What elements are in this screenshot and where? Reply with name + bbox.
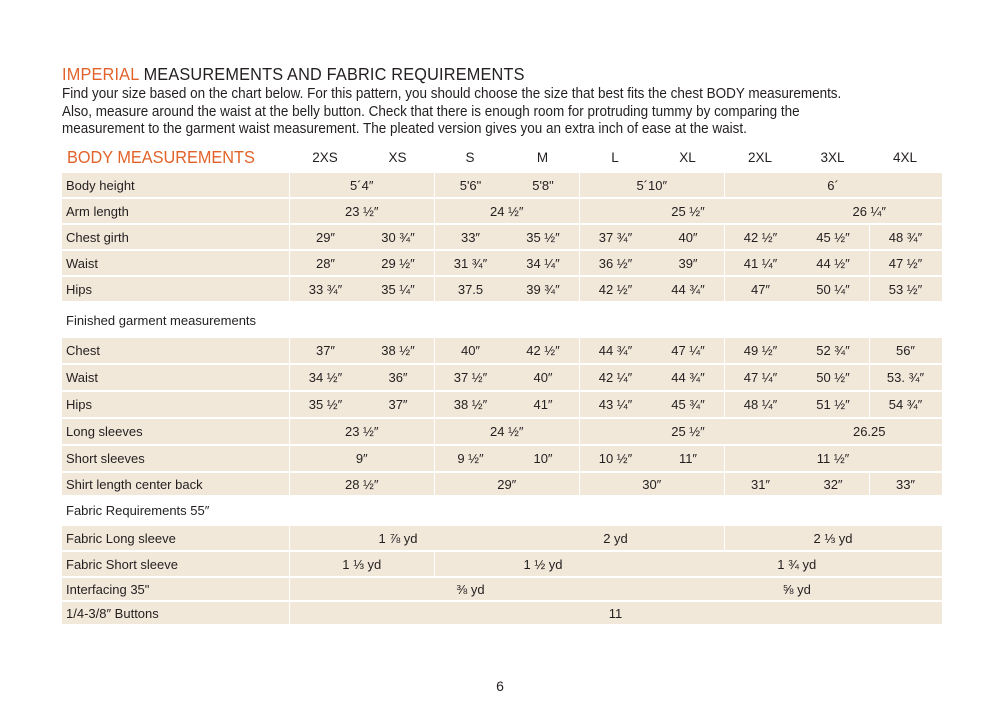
table-cell: 40″ xyxy=(435,338,507,363)
table-cell: 47″ xyxy=(725,277,797,301)
size-header: S xyxy=(465,150,475,165)
row-label: Waist xyxy=(62,365,289,390)
size-header: 2XS xyxy=(312,150,338,165)
table-cell: 44 ½″ xyxy=(797,251,869,275)
table-cell: 5'6" xyxy=(435,173,507,197)
table-cell: 51 ½″ xyxy=(797,392,869,417)
table-row xyxy=(62,526,937,550)
table-row xyxy=(62,552,937,576)
size-header: M xyxy=(536,150,549,165)
table-cell: 33″ xyxy=(870,473,942,495)
table-cell: ⅜ yd xyxy=(290,578,652,600)
table-row xyxy=(62,473,937,495)
table-cell: 38 ½″ xyxy=(435,392,507,417)
table-cell: 5´10″ xyxy=(580,173,725,197)
table-cell: 43 ¼″ xyxy=(580,392,652,417)
page-title xyxy=(62,64,525,85)
table-cell: 5'8" xyxy=(507,173,579,197)
table-cell: 45 ¾″ xyxy=(652,392,724,417)
table-cell: 44 ¾″ xyxy=(652,277,724,301)
table-cell: 9 ½″ xyxy=(435,446,507,471)
row-label: Interfacing 35" xyxy=(62,578,289,600)
table-cell: 30″ xyxy=(580,473,725,495)
intro-line: Also, measure around the waist at the belly button. Check that there is enough room for protruding tummy by comparing the xyxy=(62,103,800,120)
row-label: Body height xyxy=(62,173,289,197)
table-cell: 50 ½″ xyxy=(797,365,869,390)
row-label: Chest xyxy=(62,338,289,363)
intro-line: measurement to the garment waist measurement. The pleated version gives you an extra inch of ease at the waist. xyxy=(62,121,747,137)
table-row xyxy=(62,199,937,223)
table-cell: 40″ xyxy=(507,365,579,390)
table-cell: 37.5 xyxy=(435,277,507,301)
table-cell: 11 xyxy=(290,602,942,624)
row-label: Long sleeves xyxy=(62,419,289,444)
table-cell: 10″ xyxy=(507,446,579,471)
row-label: Arm length xyxy=(62,199,289,223)
table-cell: 37 ½″ xyxy=(435,365,507,390)
title-rest: MEASUREMENTS AND FABRIC REQUIREMENTS xyxy=(138,64,525,84)
table-cell: 41″ xyxy=(507,392,579,417)
table-cell: 29 ½″ xyxy=(362,251,434,275)
row-label: Shirt length center back xyxy=(62,473,289,495)
table-cell: 24 ½″ xyxy=(435,419,580,444)
row-label: 1/4-3/8″ Buttons xyxy=(62,602,289,624)
table-cell: 36″ xyxy=(362,365,434,390)
table-row xyxy=(62,602,937,624)
table-cell: 28 ½″ xyxy=(290,473,435,495)
table-cell: 30 ¾″ xyxy=(362,225,434,249)
table-cell: 32″ xyxy=(797,473,869,495)
table-header xyxy=(62,145,937,171)
size-header: 3XL xyxy=(820,150,845,165)
table-cell: 39″ xyxy=(652,251,724,275)
table-cell: 36 ½″ xyxy=(580,251,652,275)
table-cell: 47 ½″ xyxy=(870,251,942,275)
table-cell: 37 ¾″ xyxy=(580,225,652,249)
table-cell: 47 ¼″ xyxy=(652,338,724,363)
table-cell: 52 ¾″ xyxy=(797,338,869,363)
table-cell: 11 ½″ xyxy=(725,446,942,471)
table-cell: 35 ½″ xyxy=(507,225,579,249)
size-header: 4XL xyxy=(892,150,918,165)
table-cell: 48 ¼″ xyxy=(725,392,797,417)
row-label: Short sleeves xyxy=(62,446,289,471)
table-cell: 37″ xyxy=(290,338,362,363)
table-cell: 33 ¾″ xyxy=(290,277,362,301)
table-row xyxy=(62,578,937,600)
table-row xyxy=(62,251,937,275)
row-label: Fabric Long sleeve xyxy=(62,526,289,550)
body-measurements-heading: BODY MEASUREMENTS xyxy=(67,147,255,167)
size-header: L xyxy=(611,150,619,165)
table-cell: ⅝ yd xyxy=(652,578,942,600)
row-label: Chest girth xyxy=(62,225,289,249)
table-cell: 23 ½″ xyxy=(290,419,435,444)
table-cell: 31″ xyxy=(725,473,797,495)
table-cell: 49 ½″ xyxy=(725,338,797,363)
table-cell: 56″ xyxy=(870,338,942,363)
table-cell: 54 ¾″ xyxy=(870,392,942,417)
table-cell: 1 ¾ yd xyxy=(652,552,942,576)
table-cell: 25 ½″ xyxy=(580,419,797,444)
table-cell: 1 ½ yd xyxy=(435,552,652,576)
table-cell: 42 ½″ xyxy=(507,338,579,363)
table-cell: 45 ½″ xyxy=(797,225,869,249)
table-row xyxy=(62,225,937,249)
row-label: Hips xyxy=(62,277,289,301)
table-cell: 34 ¼″ xyxy=(507,251,579,275)
table-cell: 26 ¼″ xyxy=(797,199,942,223)
table-cell: 23 ½″ xyxy=(290,199,435,223)
table-row xyxy=(62,365,937,390)
intro-text xyxy=(62,86,942,139)
table-row xyxy=(62,419,937,444)
finished-heading: Finished garment measurements xyxy=(66,312,257,328)
table-cell: 28″ xyxy=(290,251,362,275)
table-cell: 44 ¾″ xyxy=(580,338,652,363)
table-cell: 48 ¾″ xyxy=(870,225,942,249)
table-cell: 10 ½″ xyxy=(580,446,652,471)
table-cell: 41 ¼″ xyxy=(725,251,797,275)
table-cell: 6´ xyxy=(725,173,942,197)
size-header: XS xyxy=(388,150,407,165)
table-cell: 53 ½″ xyxy=(870,277,942,301)
table-cell: 35 ½″ xyxy=(290,392,362,417)
table-row xyxy=(62,392,937,417)
table-cell: 35 ¼″ xyxy=(362,277,434,301)
table-cell: 50 ¼″ xyxy=(797,277,869,301)
table-cell: 42 ½″ xyxy=(580,277,652,301)
table-cell: 40″ xyxy=(652,225,724,249)
table-cell: 29″ xyxy=(290,225,362,249)
row-label: Waist xyxy=(62,251,289,275)
row-label: Hips xyxy=(62,392,289,417)
table-row xyxy=(62,277,937,301)
table-cell: 47 ¼″ xyxy=(725,365,797,390)
intro-line: Find your size based on the chart below. For this pattern, you should choose the size that best fits the chest BODY measurements. xyxy=(62,86,842,102)
row-label: Fabric Short sleeve xyxy=(62,552,289,576)
table-cell: 34 ½″ xyxy=(290,365,362,390)
table-cell: 2 yd xyxy=(507,526,724,550)
table-cell: 9″ xyxy=(290,446,435,471)
title-accent: IMPERIAL xyxy=(62,64,139,84)
table-cell: 42 ½″ xyxy=(725,225,797,249)
fabric-heading: Fabric Requirements 55″ xyxy=(66,502,210,518)
size-header: XL xyxy=(679,150,696,165)
table-cell: 11″ xyxy=(652,446,724,471)
table-cell: 25 ½″ xyxy=(580,199,797,223)
table-cell: 5´4″ xyxy=(290,173,435,197)
size-header: 2XL xyxy=(747,150,773,165)
table-cell: 1 ⅓ yd xyxy=(290,552,435,576)
table-row xyxy=(62,338,937,363)
table-cell: 26.25 xyxy=(797,419,942,444)
table-cell: 24 ½″ xyxy=(435,199,580,223)
table-cell: 39 ¾″ xyxy=(507,277,579,301)
page-number: 6 xyxy=(496,678,504,694)
table-cell: 44 ¾″ xyxy=(652,365,724,390)
table-cell: 33″ xyxy=(435,225,507,249)
table-cell: 37″ xyxy=(362,392,434,417)
size-chart-table xyxy=(62,145,937,624)
table-cell: 38 ½″ xyxy=(362,338,434,363)
table-row xyxy=(62,173,937,197)
table-cell: 42 ¼″ xyxy=(580,365,652,390)
table-cell: 2 ⅓ yd xyxy=(725,526,942,550)
table-cell: 53. ¾″ xyxy=(870,365,942,390)
table-cell: 1 ⅞ yd xyxy=(290,526,507,550)
table-row xyxy=(62,446,937,471)
table-cell: 31 ¾″ xyxy=(435,251,507,275)
table-cell: 29″ xyxy=(435,473,580,495)
